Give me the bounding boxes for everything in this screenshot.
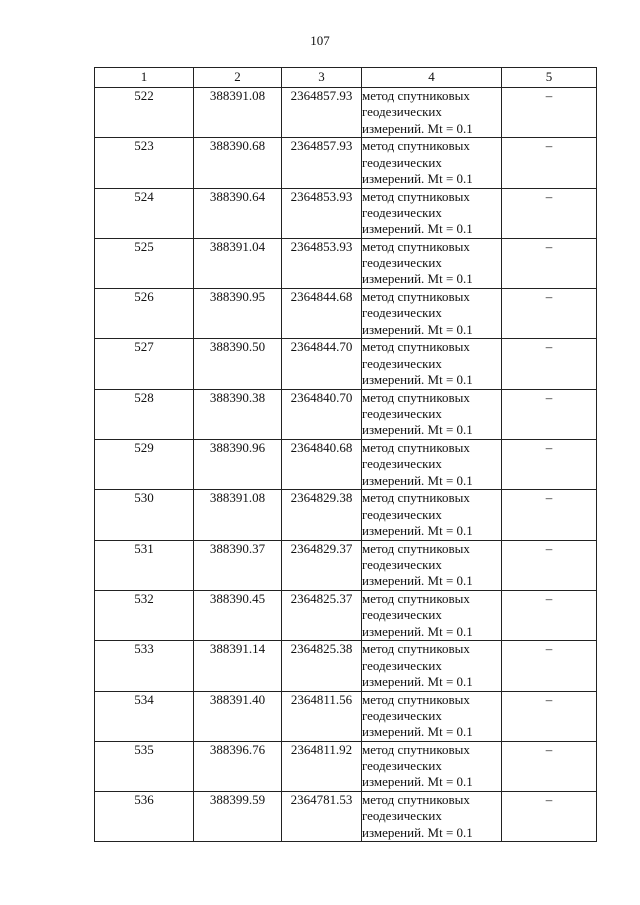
table-row (95, 389, 597, 439)
x-coordinate-cell: 388390.38 (194, 389, 282, 439)
table-row (95, 490, 597, 540)
note-cell: – (502, 389, 597, 439)
method-line: геодезических (362, 556, 442, 572)
table-row (95, 88, 597, 138)
point-number-cell: 524 (95, 188, 194, 238)
method-line: измерений. Mt = 0.1 (362, 120, 473, 136)
point-number-cell: 532 (95, 590, 194, 640)
note-cell: – (502, 490, 597, 540)
table-row (95, 238, 597, 288)
method-cell (362, 590, 502, 640)
point-number-cell: 525 (95, 238, 194, 288)
note-cell: – (502, 440, 597, 490)
method-line: геодезических (362, 406, 442, 422)
method-line: измерений. Mt = 0.1 (362, 170, 473, 186)
y-coordinate-cell: 2364825.38 (282, 641, 362, 691)
method-line: измерений. Mt = 0.1 (362, 372, 473, 388)
method-cell (362, 490, 502, 540)
y-coordinate-cell: 2364781.53 (282, 792, 362, 842)
note-cell: – (502, 138, 597, 188)
method-line: измерений. Mt = 0.1 (362, 623, 473, 639)
x-coordinate-cell: 388390.37 (194, 540, 282, 590)
note-cell: – (502, 741, 597, 791)
note-cell: – (502, 188, 597, 238)
method-line: геодезических (362, 255, 442, 271)
x-coordinate-cell: 388390.50 (194, 339, 282, 389)
table-row (95, 641, 597, 691)
x-coordinate-cell: 388391.08 (194, 490, 282, 540)
point-number-cell: 531 (95, 540, 194, 590)
method-line: метод спутниковых (362, 289, 470, 305)
method-line: измерений. Mt = 0.1 (362, 422, 473, 438)
method-line: метод спутниковых (362, 540, 470, 556)
y-coordinate-cell: 2364825.37 (282, 590, 362, 640)
table-row (95, 138, 597, 188)
x-coordinate-cell: 388396.76 (194, 741, 282, 791)
page-number: 107 (310, 33, 330, 48)
y-coordinate-cell: 2364829.37 (282, 540, 362, 590)
method-cell (362, 540, 502, 590)
column-header: 1 (95, 68, 194, 88)
method-line: измерений. Mt = 0.1 (362, 724, 473, 740)
method-line: геодезических (362, 154, 442, 170)
y-coordinate-cell: 2364840.70 (282, 389, 362, 439)
method-line: измерений. Mt = 0.1 (362, 271, 473, 287)
method-line: метод спутниковых (362, 792, 470, 808)
point-number-cell: 523 (95, 138, 194, 188)
method-line: измерений. Mt = 0.1 (362, 673, 473, 689)
method-line: геодезических (362, 707, 442, 723)
method-cell (362, 339, 502, 389)
note-cell: – (502, 590, 597, 640)
point-number-cell: 534 (95, 691, 194, 741)
note-cell: – (502, 540, 597, 590)
method-line: метод спутниковых (362, 641, 470, 657)
note-cell: – (502, 792, 597, 842)
y-coordinate-cell: 2364829.38 (282, 490, 362, 540)
header-row (95, 68, 597, 88)
y-coordinate-cell: 2364853.93 (282, 188, 362, 238)
method-cell (362, 88, 502, 138)
x-coordinate-cell: 388390.68 (194, 138, 282, 188)
point-number-cell: 529 (95, 440, 194, 490)
point-number-cell: 528 (95, 389, 194, 439)
method-line: геодезических (362, 456, 442, 472)
point-number-cell: 535 (95, 741, 194, 791)
method-line: измерений. Mt = 0.1 (362, 221, 473, 237)
table-row (95, 792, 597, 842)
method-line: метод спутниковых (362, 88, 470, 103)
y-coordinate-cell: 2364857.93 (282, 138, 362, 188)
table-row (95, 540, 597, 590)
y-coordinate-cell: 2364857.93 (282, 88, 362, 138)
method-line: измерений. Mt = 0.1 (362, 824, 473, 840)
x-coordinate-cell: 388390.96 (194, 440, 282, 490)
method-line: метод спутниковых (362, 590, 470, 606)
method-cell (362, 138, 502, 188)
method-line: измерений. Mt = 0.1 (362, 522, 473, 538)
column-header: 3 (282, 68, 362, 88)
x-coordinate-cell: 388390.95 (194, 289, 282, 339)
note-cell: – (502, 339, 597, 389)
column-header: 4 (362, 68, 502, 88)
method-cell (362, 641, 502, 691)
method-cell (362, 238, 502, 288)
method-cell (362, 792, 502, 842)
table-row (95, 289, 597, 339)
method-cell (362, 389, 502, 439)
coordinates-table (94, 67, 597, 842)
point-number-cell: 527 (95, 339, 194, 389)
method-cell (362, 188, 502, 238)
method-line: измерений. Mt = 0.1 (362, 774, 473, 790)
x-coordinate-cell: 388399.59 (194, 792, 282, 842)
method-line: метод спутниковых (362, 389, 470, 405)
x-coordinate-cell: 388391.40 (194, 691, 282, 741)
method-line: геодезических (362, 104, 442, 120)
method-line: метод спутниковых (362, 741, 470, 757)
method-line: измерений. Mt = 0.1 (362, 321, 473, 337)
x-coordinate-cell: 388391.04 (194, 238, 282, 288)
method-line: геодезических (362, 355, 442, 371)
note-cell: – (502, 238, 597, 288)
x-coordinate-cell: 388391.14 (194, 641, 282, 691)
method-line: метод спутниковых (362, 440, 470, 456)
method-line: геодезических (362, 758, 442, 774)
y-coordinate-cell: 2364811.56 (282, 691, 362, 741)
method-cell (362, 741, 502, 791)
method-line: метод спутниковых (362, 238, 470, 254)
point-number-cell: 536 (95, 792, 194, 842)
y-coordinate-cell: 2364844.70 (282, 339, 362, 389)
point-number-cell: 522 (95, 88, 194, 138)
table-row (95, 339, 597, 389)
method-line: геодезических (362, 305, 442, 321)
point-number-cell: 526 (95, 289, 194, 339)
x-coordinate-cell: 388391.08 (194, 88, 282, 138)
y-coordinate-cell: 2364811.92 (282, 741, 362, 791)
note-cell: – (502, 691, 597, 741)
table-row (95, 590, 597, 640)
method-cell (362, 440, 502, 490)
method-line: метод спутниковых (362, 691, 470, 707)
method-line: геодезических (362, 657, 442, 673)
table-body (95, 88, 597, 842)
point-number-cell: 530 (95, 490, 194, 540)
y-coordinate-cell: 2364844.68 (282, 289, 362, 339)
method-cell (362, 289, 502, 339)
method-cell (362, 691, 502, 741)
method-line: метод спутниковых (362, 188, 470, 204)
table-row (95, 741, 597, 791)
y-coordinate-cell: 2364853.93 (282, 238, 362, 288)
point-number-cell: 533 (95, 641, 194, 691)
note-cell: – (502, 289, 597, 339)
method-line: метод спутниковых (362, 339, 470, 355)
x-coordinate-cell: 388390.64 (194, 188, 282, 238)
method-line: геодезических (362, 808, 442, 824)
method-line: геодезических (362, 204, 442, 220)
note-cell: – (502, 88, 597, 138)
method-line: геодезических (362, 607, 442, 623)
method-line: измерений. Mt = 0.1 (362, 573, 473, 589)
method-line: метод спутниковых (362, 490, 470, 506)
table-row (95, 691, 597, 741)
method-line: измерений. Mt = 0.1 (362, 472, 473, 488)
table-row (95, 188, 597, 238)
method-line: геодезических (362, 506, 442, 522)
note-cell: – (502, 641, 597, 691)
y-coordinate-cell: 2364840.68 (282, 440, 362, 490)
x-coordinate-cell: 388390.45 (194, 590, 282, 640)
table-row (95, 440, 597, 490)
method-line: метод спутниковых (362, 138, 470, 154)
column-header: 5 (502, 68, 597, 88)
column-header: 2 (194, 68, 282, 88)
